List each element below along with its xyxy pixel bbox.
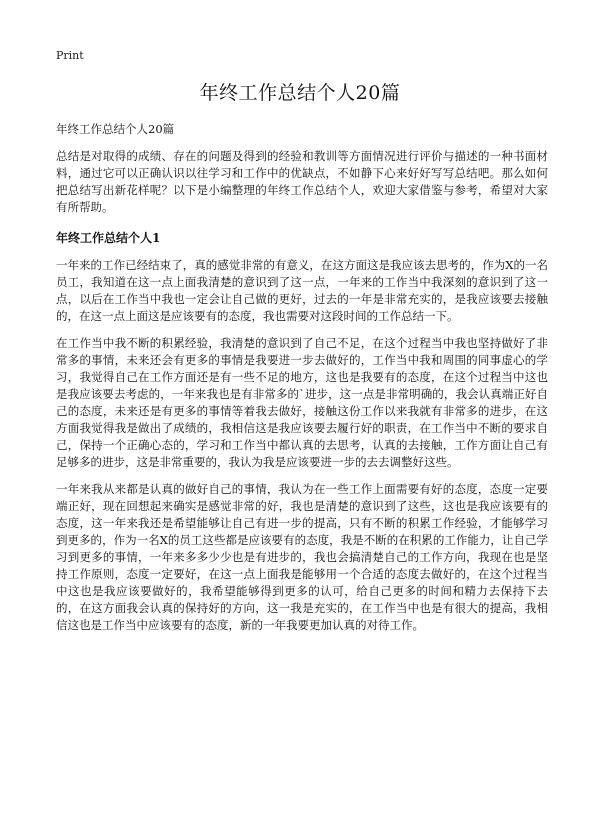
print-link[interactable]: Print [56, 49, 84, 62]
body-paragraph: 一年来我从来都是认真的做好自己的事情，我认为在一些工作上面需要有好的态度，态度一定要端正好，现在回想起来确实是感觉非常的好，我也是清楚的意识到了这些，这也是我应该要有的态度，这一年来我还是希望能够让自己有进一步的提高，只有不断的积累工作经验，才能够学习到更多的，作为一名X的员工这些都是应该要有的态度，我是不断的在积累的工作能力，让自己学习到更多的事情，一年来多多少少也是有进步的，我也会搞清楚自己的工作方向，我现在也是坚持工作原则，态度一定要好，在这一点上面我是能够用一个合适的态度去做好的，在这个过程当中这也是我应该要做好的，我希望能够得到更多的认可，给自己更多的时间和精力去保持下去的，在这方面我会认真的保持好的方向，这一我是充实的，在工作当中也是有很大的提高，我相信这也是工作当中应该要有的态度，新的一年我要更加认真的对待工作。 [56, 482, 548, 632]
body-paragraph: 一年来的工作已经结束了，真的感觉非常的有意义，在这方面这是我应该去思考的，作为X的一名员工，我知道在这一点上面我清楚的意识到了这一点，一年来的工作当中我深刻的意识到了这一点，以后在工作当中我也一定会让自己做的更好，过去的一年是非常充实的，是我应该要去接触的，在这一点上面这是应该要有的态度，我也需要对这段时间的工作总结一下。 [56, 258, 548, 323]
document-body [56, 121, 548, 644]
intro-paragraph: 总结是对取得的成绩、存在的问题及得到的经验和教训等方面情况进行评价与描述的一种书面材料，通过它可以正确认识以往学习和工作中的优缺点，不如静下心来好好写写总结吧。那么如何把总结写出新花样呢？以下是小编整理的年终工作总结个人，欢迎大家借鉴与参考，希望对大家有所帮助。 [56, 149, 548, 214]
page-title: 年终工作总结个人20篇 [199, 82, 401, 104]
document-subtitle: 年终工作总结个人20篇 [56, 122, 175, 136]
section-heading: 年终工作总结个人1 [56, 231, 161, 245]
body-paragraph: 在工作当中我不断的积累经验，我清楚的意识到了自己不足，在这个过程当中我也坚持做好了非常多的事情，未来还会有更多的事情是我要进一步去做好的，工作当中我和周围的同事虚心的学习，我觉得自己在工作方面还是有一些不足的地方，这也是我要有的态度，在这个过程当中这也是我应该要去考虑的，一年来我也是有非常多的`进步，这一点是非常明确的，我会认真端正好自己的态度，未来还是有更多的事情等着我去做好，接触这份工作以来我就有非常多的进步，在这方面我觉得我是做出了成绩的，我相信这是我应该要去履行好的职责，在工作当中不断的要求自己，保持一个正确心态的，学习和工作当中都认真的去思考，认真的去接触，工作方面让自己有足够多的进步，这是非常重要的，我认为我是应该要进一步的去去调整好这些。 [56, 336, 548, 469]
